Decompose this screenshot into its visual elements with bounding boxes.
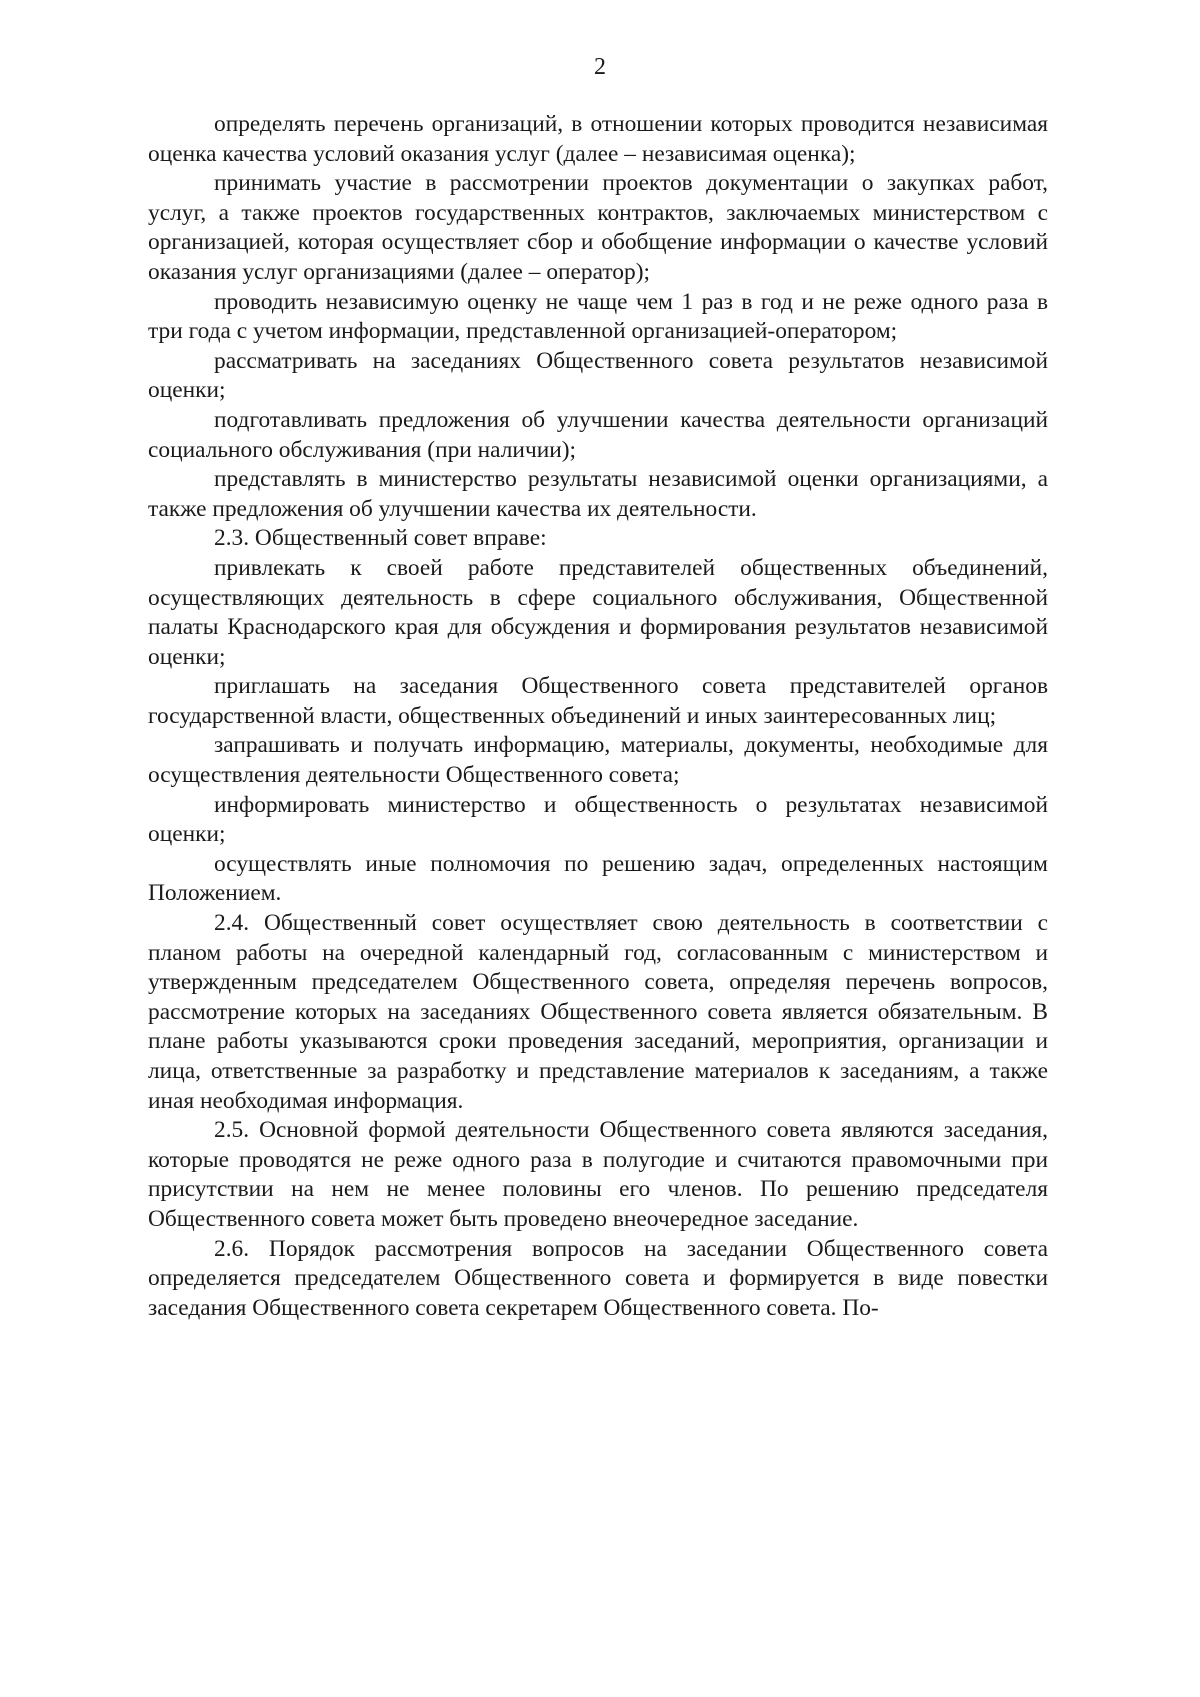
clause-2-6: 2.6. Порядок рассмотрения вопросов на заседании Общественного совета определяется председателем Общественного совета и формируется в виде повестки заседания Общественного совета секретарем Общественного совета. По- [148, 1235, 1048, 1321]
paragraph: рассматривать на заседаниях Общественного совета результатов независимой оценки; [148, 347, 1048, 404]
clause-2-5: 2.5. Основной формой деятельности Общественного совета являются заседания, которые проводятся не реже одного раза в полугодие и считаются правомочными при присутствии на нем не менее половины его членов. По решению председателя Общественного совета может быть проведено внеочередное заседание. [148, 1117, 1048, 1232]
paragraph: приглашать на заседания Общественного совета представителей органов государственной власти, общественных объединений и иных заинтересованных лиц; [148, 673, 1048, 729]
paragraph: осуществлять иные полномочия по решению задач, определенных настоящим Положением. [148, 850, 1048, 907]
paragraph: информировать министерство и общественность о результатах независимой оценки; [148, 791, 1048, 848]
paragraph: определять перечень организаций, в отношении которых проводится независимая оценка качества условий оказания услуг (далее – независимая оценка); [148, 111, 1048, 167]
paragraph: проводить независимую оценку не чаще чем 1 раз в год и не реже одного раза в три года с учетом информации, представленной организацией-оператором; [148, 288, 1048, 345]
document-body [148, 110, 1048, 1323]
section-heading-2-3: 2.3. Общественный совет вправе: [214, 525, 547, 552]
paragraph: привлекать к своей работе представителей общественных объединений, осуществляющих деятельность в сфере социального обслуживания, Общественной палаты Краснодарского края для обсуждения и формирования результатов независимой оценки; [148, 554, 1048, 670]
paragraph: подготавливать предложения об улучшении качества деятельности организаций социального обслуживания (при наличии); [148, 406, 1048, 463]
page-number: 2 [594, 54, 606, 80]
clause-2-4: 2.4. Общественный совет осуществляет свою деятельность в соответствии с планом работы на очередной календарный год, согласованным с министерством и утвержденным председателем Общественного совета, определяя перечень вопросов, рассмотрение которых на заседаниях Общественного совета является обязательным. В плане работы указываются сроки проведения заседаний, мероприятия, организации и лица, ответственные за разработку и представление материалов к заседаниям, а также иная необходимая информация. [148, 910, 1048, 1114]
paragraph: принимать участие в рассмотрении проектов документации о закупках работ, услуг, а также проектов государственных контрактов, заключаемых министерством с организацией, которая осуществляет сбор и обобщение информации о качестве условий оказания услуг организациями (далее – оператор); [148, 170, 1048, 285]
paragraph: представлять в министерство результаты независимой оценки организациями, а также предложения об улучшении качества их деятельности. [148, 466, 1048, 522]
paragraph: запрашивать и получать информацию, материалы, документы, необходимые для осуществления деятельности Общественного совета; [148, 732, 1048, 789]
